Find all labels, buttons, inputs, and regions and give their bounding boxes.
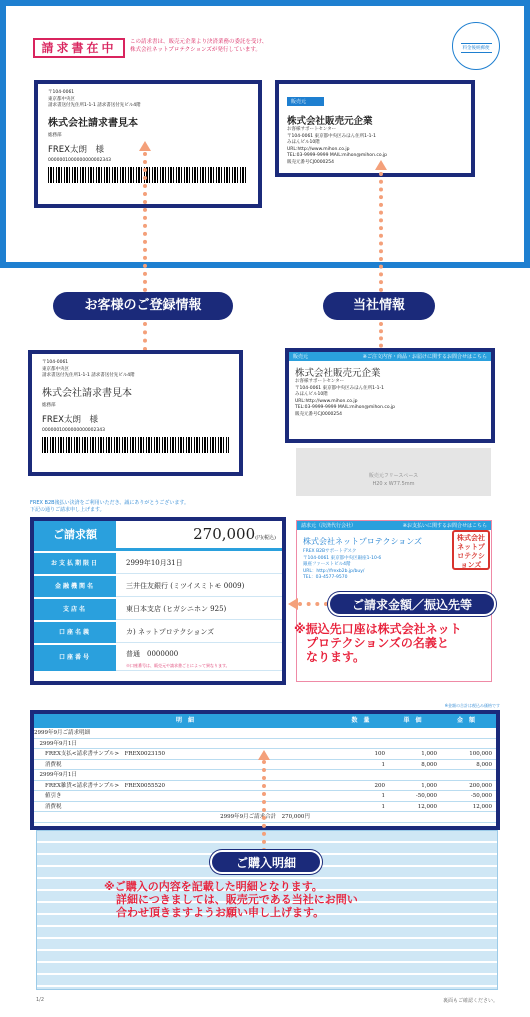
billing-amount-label: ご請求額 bbox=[34, 521, 116, 548]
billing-amount: 270,000 bbox=[193, 525, 256, 543]
table-row: FREX雑貨<請求書サンプル> FREX0055520 200 1,000 200,000 bbox=[34, 781, 496, 792]
table-row: 消費税 1 8,000 8,000 bbox=[34, 760, 496, 771]
details-total: 2999年9月ご請求合計 270,000円 bbox=[34, 812, 496, 823]
billing-row: 金融機関名 三井住友銀行 (ミツイスミトモ 0009) bbox=[34, 574, 282, 597]
table-row: 2999年9月1日 bbox=[34, 770, 496, 781]
label-billing-info: ご請求金額／振込先等 bbox=[328, 592, 496, 616]
purchase-details-table: 明 細 数 量 単 価 金 額 2999年9月ご請求明細 2999年9月1日 FREX支払<請求書サンプル> FREX0023150 100 1,000 100,000 消費税 1 8,000 8,000 2999年9月1日 FREX雑貨<請求書サンプル> FREX0055520 200 1,000 200,000 値引き 1 -50,000 -50,000 消費税 1 12,000 12,000 2999年9月ご請求合計 270,000円 bbox=[30, 710, 500, 830]
dotted-connector bbox=[379, 172, 383, 292]
account-owner-note: ※振込先口座は株式会社ネット プロテクションズの名義と なります。 bbox=[294, 622, 462, 664]
purchase-details-note: ※ご購入の内容を記載した明細となります。 詳細につきましては、販売元である当社にお問い 合わせ頂きますようお願い申し上げます。 bbox=[104, 880, 358, 919]
table-row: FREX支払<請求書サンプル> FREX0023150 100 1,000 100,000 bbox=[34, 749, 496, 760]
label-purchase-details: ご購入明細 bbox=[210, 850, 322, 874]
seller-info-window: 販売元 株式会社販売元企業 お客様サポートセンター 〒104-0061 東京都中央区みほん住所1-1-1 みほんビル10階 URL:http://www.mihon.co.jp TEL:03-9999-9999 MAIL:mihon@mihon.co.jp 販売元番号CJ0000254 bbox=[275, 80, 475, 177]
label-company-info: 当社情報 bbox=[323, 292, 435, 320]
customer-address-window: 〒104-0061 東京都中央区 請求書送付先住所1-1-1 請求書送付先ビル4階 株式会社請求書見本 総務部 FREX太朗 様 0000001000000000002343 bbox=[34, 80, 262, 208]
seller-free-space: 販売元フリースペース H20 x W77.5mm bbox=[296, 448, 491, 496]
company-seal-stamp: 株式会社ネットプロテクションズ bbox=[452, 530, 490, 570]
enclosed-badge: 請求書在中 bbox=[33, 38, 125, 58]
dotted-connector bbox=[143, 152, 147, 292]
seller-info-print: 販売元 ※ご注文内容・商品・お届けに関するお問合せはこちら 株式会社販売元企業 お客様サポートセンター 〒104-0061 東京都中央区みほん住所1-1-1 みほんビル10階 URL:http://www.mihon.co.jp TEL:03-9999-9999 MAIL:mihon@mihon.co.jp 販売元番号CJ0000254 bbox=[285, 348, 495, 443]
customer-barcode bbox=[48, 167, 248, 183]
billing-row: お支払期限日 2999年10月31日 bbox=[34, 551, 282, 574]
page-number: 1/2 bbox=[36, 997, 45, 1003]
arrow-left-icon bbox=[288, 598, 298, 610]
arrow-up-icon bbox=[139, 141, 151, 151]
billing-row: 口座名義 カ) ネットプロテクションズ bbox=[34, 620, 282, 643]
arrow-up-icon bbox=[258, 750, 270, 760]
issuer-notice: この請求書は、販売元企業より決済業務の委託を受け、 株式会社ネットプロテクションズが発行しています。 bbox=[130, 39, 268, 53]
table-row: 値引き 1 -50,000 -50,000 bbox=[34, 791, 496, 802]
agent-box: 請求元（決済代行会社） ※お支払いに関するお問合せはこちら 株式会社ネットプロテクションズ FREX B2Bサポートデスク 〒104-0061 東京都中央区銀座1-10-6 銀座ファーストビル4階 URL：http://frexb2b.jp/buy/ TEL：03-4577-9570 bbox=[296, 520, 492, 682]
thanks-note: FREX B2B後払い決済をご利用いただき、誠にありがとうございます。 下記の通りご請求申し上げます。 bbox=[30, 500, 189, 513]
customer-address-print: 〒104-0061 東京都中央区 請求書送付先住所1-1-1 請求書送付先ビル4階 株式会社請求書見本 総務部 FREX太朗 様 0000001000000000002343 bbox=[28, 350, 243, 476]
dotted-connector bbox=[262, 760, 266, 852]
table-row: 2999年9月1日 bbox=[34, 739, 496, 750]
postage-seal: 料金後納郵便 bbox=[452, 22, 500, 70]
billing-box: ご請求額 270,000(円(税込) お支払期限日 2999年10月31日 金融機関名 三井住友銀行 (ミツイスミトモ 0009) 支店名 東日本支店 (ヒガシニホン 925) 口座名義 カ) ネットプロテクションズ 口座番号 普通 0000000 ※口座番号は、販売元や請求書ごとによって異なります。 bbox=[30, 517, 286, 685]
back-page-note: 裏面もご確認ください。 bbox=[442, 998, 498, 1004]
customer-barcode bbox=[42, 437, 229, 453]
table-row: 消費税 1 12,000 12,000 bbox=[34, 802, 496, 813]
table-row: 2999年9月ご請求明細 bbox=[34, 728, 496, 739]
arrow-up-icon bbox=[375, 160, 387, 170]
billing-row: 支店名 東日本支店 (ヒガシニホン 925) bbox=[34, 597, 282, 620]
label-customer-info: お客様のご登録情報 bbox=[53, 292, 233, 320]
billing-row: 口座番号 普通 0000000 ※口座番号は、販売元や請求書ごとによって異なります。 bbox=[34, 643, 282, 671]
dotted-connector bbox=[298, 602, 328, 606]
